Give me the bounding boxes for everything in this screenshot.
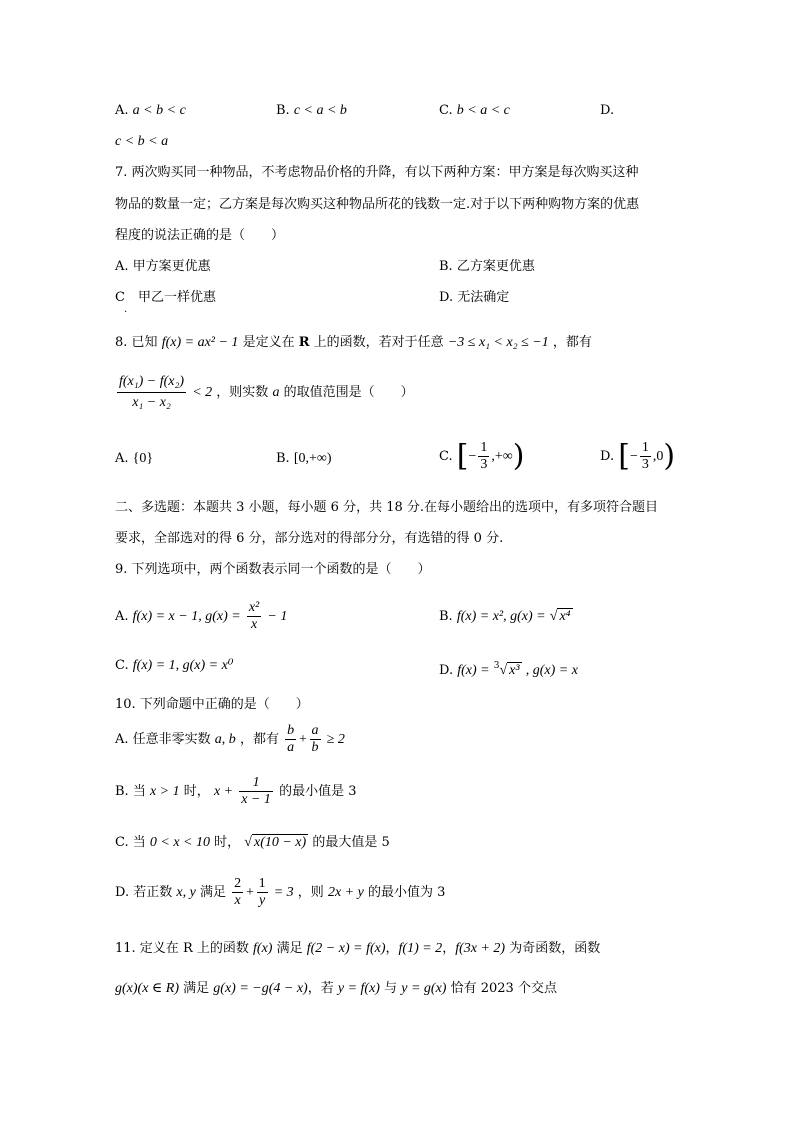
right-paren: ) [663,438,676,474]
frac [640,440,651,473]
text: ，都有 [239,732,279,747]
option-label: C. [439,103,453,118]
q8-option-b [276,450,332,468]
q6-option-c [439,102,510,120]
option-label: C. [115,658,129,673]
text: 时， [183,784,210,799]
option-label: D. [439,663,454,678]
numerator: 1 [239,775,273,792]
q8-option-d: D. [− $\frac{1}{3}$ ,0) [600,438,676,474]
option-math: − 1 [267,609,288,624]
frac [310,723,321,756]
option-math: f(x) = [457,663,490,678]
math: g(x)(x ∈ R) [115,981,179,996]
denominator: x − 1 [241,792,271,807]
q7-option-a: A. 甲方案更优惠 [115,259,211,274]
text: C. 当 [115,835,146,850]
text: 与 [384,981,398,996]
q8-fraction [117,372,186,413]
text: B. 当 [115,784,146,799]
q9-option-c [115,657,233,675]
numerator: x² [248,600,260,615]
q11-line2 [115,980,557,998]
numerator: 1 [641,440,649,455]
option-math: f(x) = x², g(x) = [456,609,546,624]
q9-option-b: B. f(x) = x², g(x) = √ x⁴ [439,609,571,624]
math: −3 ≤ x₁ < x₂ ≤ −1 [447,335,549,350]
text: ，都有 [552,335,592,350]
math: x, y [176,885,196,900]
q8-stem-line1 [115,334,592,352]
q8-stem-line2 [115,372,414,413]
left-bracket: [ [618,438,630,474]
denominator: y [258,893,266,908]
artifact-dot: . [124,304,128,315]
q6-option-a [115,102,186,120]
denominator: 3 [480,457,488,472]
math: a, b [214,732,236,747]
text: 满足 [199,885,226,900]
option-label: C. [439,449,453,464]
math: 2x + y [327,885,364,900]
option-math: c < b < a [115,134,169,149]
frac [239,775,273,808]
text: ，则实数 [216,385,269,400]
option-math: , g(x) = x [525,663,578,678]
text: 恰有 2023 个交点 [450,981,557,996]
radicand: x³ [509,663,520,678]
text: 满足 [276,941,303,956]
q7-option-d: D. 无法确定 [439,290,510,305]
denominator: a [287,740,295,755]
option-math: [0,+∞) [293,451,332,466]
math: a [272,385,280,400]
option-label: A. [115,451,129,466]
math: f(x) = ax² − 1 [161,335,239,350]
q10-option-b [115,775,356,808]
option-math: {0} [132,451,154,466]
q6-option-d [115,133,168,151]
math: f(2 − x) = f(x) [306,941,386,956]
right-paren: ) [512,438,525,474]
option-label: A. [115,609,129,624]
denominator: b [311,740,319,755]
text: 是定义在 [242,335,295,350]
option-math: f(x) = x − 1, g(x) = [132,609,241,624]
math: R [298,335,310,350]
q7-stem-line2: 物品的数量一定；乙方案是每次购买这种物品所花的钱数一定.对于以下两种购物方案的优惠 [115,197,640,212]
text: ， [385,941,399,956]
numerator: b [287,723,295,738]
q10-stem: 10. 下列命题中正确的是（ ） [115,697,309,712]
text: ，则 [297,885,324,900]
math: x > 1 [149,784,180,799]
text: ，若 [307,981,334,996]
q7-stem-line3: 程度的说法正确的是（ ） [115,228,285,243]
denominator: 3 [641,457,649,472]
text: 8. 已知 [115,335,158,350]
text: 的取值范围是（ ） [283,385,414,400]
frac [257,876,268,909]
math: y = f(x) [337,981,380,996]
text: 11. 定义在 R 上的函数 [115,941,249,956]
numerator: 2 [234,876,242,891]
q8-option-c: C. [− $\frac{1}{3}$ ,+∞) [439,438,525,474]
radicand: x(10 − x) [253,835,307,850]
q11-line1 [115,940,600,958]
q9-option-d: D. f(x) = $^3$√ x³ , g(x) = x [439,661,578,678]
text: 上的函数，若对于任意 [313,335,444,350]
option-label: B. [276,103,290,118]
q9-option-a [115,600,287,633]
text: 的最大值是 5 [312,835,390,850]
math: ≥ 2 [326,732,345,747]
option-label: B. [276,451,290,466]
math: y = g(x) [401,981,447,996]
frac [232,876,243,909]
root-index: 3 [493,661,500,671]
q7-stem-line1: 7. 两次购买同一种物品，不考虑物品价格的升降，有以下两种方案：甲方案是每次购买这种 [115,165,639,180]
option-label: D. [600,103,615,118]
q10-option-a: A. 任意非零实数 a, b ，都有 $\frac{b}{a}$ + $\frac{a}{b}$ ≥ 2 [115,723,345,755]
math: < 2 [192,385,213,400]
q10-option-d: D. 若正数 x, y 满足 $\frac{2}{x}$ + $\frac{1}{y}$ = 3 ，则 2x + y 的最小值为 3 [115,876,446,908]
option-label: D. [600,449,615,464]
section2-line1: 二、多选题：本题共 3 小题，每小题 6 分，共 18 分.在每小题给出的选项中，有多项符合题目 [115,500,659,515]
text: 时， [214,835,241,850]
text: 为奇函数，函数 [509,941,601,956]
option-math: f(x) = 1, g(x) = x⁰ [132,658,234,673]
left-bracket: [ [456,438,469,474]
q9-stem: 9. 下列选项中，两个函数表示同一个函数的是（ ） [115,562,431,577]
option-math: b < a < c [456,103,510,118]
option-math: ,0 [652,449,664,464]
math: x + [213,784,234,799]
numerator: 1 [480,440,488,455]
text: 的最小值是 3 [279,784,357,799]
numerator: f(x₁) − f(x₂) [117,372,186,393]
math: g(x) = −g(4 − x) [213,981,308,996]
frac [285,723,296,756]
q8-option-a [115,450,153,468]
numerator: 1 [258,876,266,891]
frac [478,440,489,473]
math: f(3x + 2) [455,941,506,956]
frac [247,600,261,633]
section2-line2: 要求，全部选对的得 6 分，部分选对的得部分分，有选错的得 0 分. [115,531,504,546]
math: 0 < x < 10 [149,835,210,850]
q6-option-b [276,102,347,120]
denominator: x [250,617,258,632]
text: A. 任意非零实数 [115,732,211,747]
math: = 3 [273,885,294,900]
text: 满足 [183,981,210,996]
option-math: c < a < b [293,103,347,118]
option-math: ,+∞ [491,449,513,464]
option-label: A. [115,103,129,118]
numerator: a [311,723,319,738]
option-math: a < b < c [132,103,186,118]
q10-option-c: C. 当 0 < x < 10 时， √ x(10 − x) 的最大值是 5 [115,835,390,850]
denominator: x [234,893,241,908]
denominator: x₁ − x₂ [132,395,171,410]
q7-option-b: B. 乙方案更优惠 [439,259,535,274]
text: ， [442,941,456,956]
q7-option-c: C 甲乙一样优惠 [115,290,216,305]
q6-option-d-label [600,102,614,120]
radicand: x⁴ [559,609,571,624]
option-label: B. [439,609,453,624]
text: 的最小值为 3 [367,885,446,900]
math: f(1) = 2 [398,941,443,956]
math: f(x) [253,941,273,956]
text: D. 若正数 [115,885,173,900]
